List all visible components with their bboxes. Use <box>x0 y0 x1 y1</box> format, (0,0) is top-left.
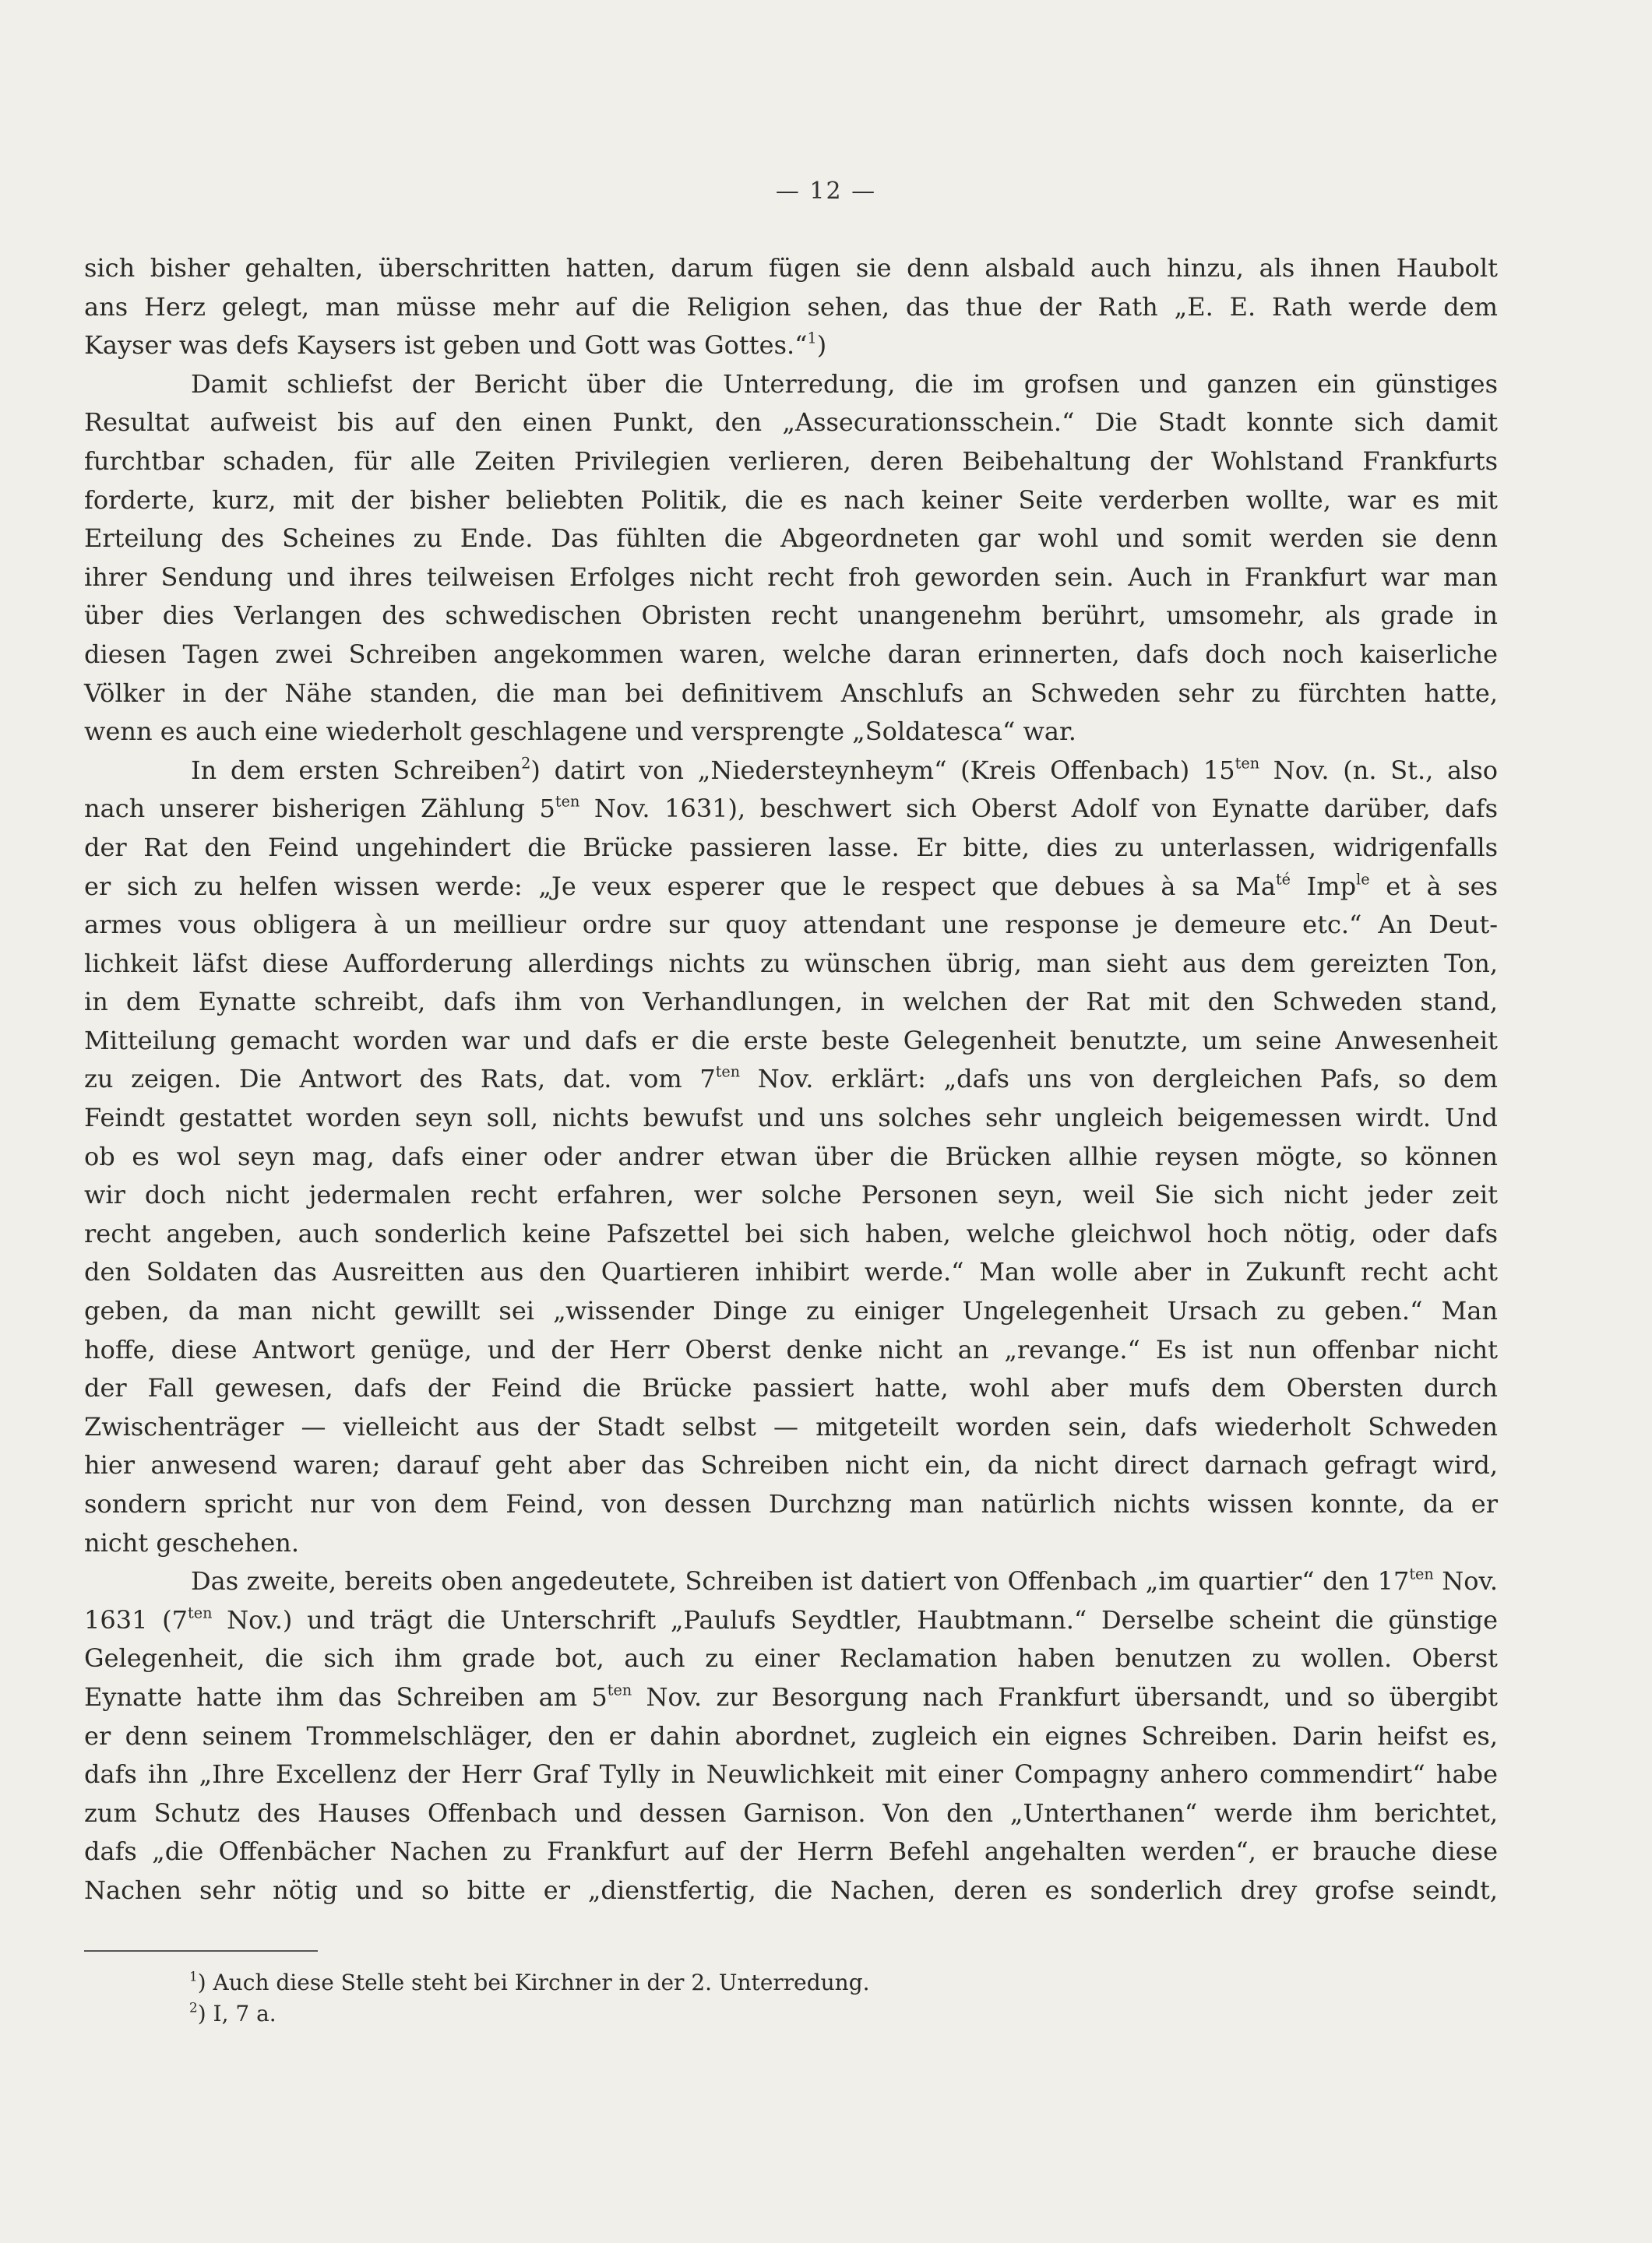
text-line: dafs ihn „Ihre Excellenz der Herr Graf Tylly in Neuwlichkeit mit einer Compagny anhero commendirt“ habe <box>84 1759 1498 1790</box>
body-text <box>84 249 1498 1910</box>
text-line: forderte, kurz, mit der bisher beliebten Politik, die es nach keiner Seite verderben wollte, war es mit <box>84 484 1498 515</box>
text-line: furchtbar schaden, für alle Zeiten Privilegien verlieren, deren Beibehaltung der Wohlstand Frankfurts <box>84 445 1498 476</box>
text-line: Nachen sehr nötig und so bitte er „dienstfertig, die Nachen, deren es sonderlich drey grofse seindt, <box>84 1875 1498 1905</box>
text-line: ob es wol seyn mag, dafs einer oder andrer etwan über die Brücken allhie reysen mögte, so können <box>84 1141 1498 1171</box>
text-line: ihrer Sendung und ihres teilweisen Erfolges nicht recht froh geworden sein. Auch in Frankfurt war man <box>84 562 1498 592</box>
text-line: Erteilung des Scheines zu Ende. Das fühlten die Abgeordneten gar wohl und somit werden sie denn <box>84 523 1498 554</box>
text-line: Zwischenträger — vielleicht aus der Stadt selbst — mitgeteilt worden sein, dafs wiederholt Schweden <box>84 1411 1498 1442</box>
text-line: Völker in der Nähe standen, die man bei definitivem Anschlufs an Schweden sehr zu fürchten hatte, <box>84 678 1498 708</box>
text-line: wenn es auch eine wiederholt geschlagene und versprengte „Soldatesca“ war. <box>84 717 1076 747</box>
text-line: Eynatte hatte ihm das Schreiben am $5^{ten}$ Nov. zur Besorgung nach Frankfurt übersandt, und so übergibt <box>84 1681 1499 1712</box>
text-line: Resultat aufweist bis auf den einen Punkt, den „Assecurationsschein.“ Die Stadt konnte sich damit <box>84 407 1498 438</box>
text-line: Kayser was defs Kaysers ist geben und Gott was Gottes.“$^1$) <box>84 329 827 361</box>
text-line: lichkeit läfst diese Aufforderung allerdings nichts zu wünschen übrig, man sieht aus dem gereizten Ton, <box>84 948 1498 978</box>
text-line: geben, da man nicht gewillt sei „wissender Dinge zu einiger Ungelegenheit Ursach zu geben.“ Man <box>84 1296 1498 1326</box>
text-line: diesen Tagen zwei Schreiben angekommen waren, welche daran erinnerten, dafs doch noch kaiserliche <box>84 639 1498 669</box>
text-line: ans Herz gelegt, man müsse mehr auf die Religion sehen, das thue der Rath „E. E. Rath werde dem <box>84 291 1498 322</box>
text-line: Gelegenheit, die sich ihm grade bot, auch zu einer Reclamation haben benutzen zu wollen. Oberst <box>84 1643 1498 1674</box>
footnote-ref: 1 <box>807 329 817 347</box>
footnote: $^1$) Auch diese Stelle steht bei Kirchner in der 2. Unterredung. <box>189 1968 870 1995</box>
text-line: armes vous obligera à un meillieur ordre sur quoy attendant une response je demeure etc.“ An Deut- <box>84 910 1498 940</box>
text-line: zum Schutz des Hauses Offenbach und dessen Garnison. Von den „Unterthanen“ werde ihm berichtet, <box>84 1798 1498 1828</box>
text-line: er sich zu helfen wissen werde: „Je veux esperer que le respect que debues à sa $Ma^{té}$ Imp$^{le}$ et à ses <box>84 870 1499 901</box>
text-line: Mitteilung gemacht worden war und dafs er die erste beste Gelegenheit benutzte, um seine Anwesenheit <box>84 1025 1498 1055</box>
text-line: zu zeigen. Die Antwort des Rats, dat. vom $7^{ten}$ Nov. erklärt: „dafs uns von dergleichen Pafs, so dem <box>84 1063 1499 1094</box>
text-line: er denn seinem Trommelschläger, den er dahin abordnet, zugleich ein eignes Schreiben. Darin heifst es, <box>84 1720 1498 1751</box>
text-line: nicht geschehen. <box>84 1527 300 1558</box>
text-line: hoffe, diese Antwort genüge, und der Herr Oberst denke nicht an „revange.“ Es ist nun offenbar nicht <box>84 1334 1498 1364</box>
text-line: Feindt gestattet worden seyn soll, nichts bewufst und uns solches sehr ungleich beigemessen wirdt. Und <box>84 1103 1498 1133</box>
text-line: sich bisher gehalten, überschritten hatten, darum fügen sie denn alsbald auch hinzu, als ihnen Haubolt <box>84 253 1498 283</box>
footnote-ref: 2 <box>521 754 531 773</box>
footnote: $^2$) I, 7 a. <box>189 1999 277 2026</box>
text-line: In dem ersten Schreiben$^2$) datirt von „Niedersteynheym“ (Kreis Offenbach) $15^{ten}$ Nov. (n. St., also <box>191 754 1499 785</box>
footnote-divider <box>84 1950 318 1952</box>
text-line: der Fall gewesen, dafs der Feind die Brücke passiert hatte, wohl aber mufs dem Obersten durch <box>84 1373 1498 1403</box>
footnotes <box>189 1967 870 2030</box>
text-line: sondern spricht nur von dem Feind, von dessen Durchzng man natürlich nichts wissen konnte, da er <box>84 1489 1498 1519</box>
text-line: dafs „die Offenbächer Nachen zu Frankfurt auf der Herrn Befehl angehalten werden“, er brauche diese <box>84 1836 1498 1867</box>
text-line: nach unserer bisherigen Zählung $5^{ten}$ Nov. 1631), beschwert sich Oberst Adolf von Eynatte darüber, dafs <box>84 792 1498 824</box>
text-line: 1631 ($7^{ten}$ Nov.) und trägt die Unterschrift „Paulufs Seydtler, Haubtmann.“ Derselbe scheint die günstige <box>84 1604 1499 1635</box>
footnote-mark: 2 <box>189 1999 198 2016</box>
text-line: Damit schliefst der Bericht über die Unterredung, die im grofsen und ganzen ein günstiges <box>191 368 1498 399</box>
text-line: den Soldaten das Ausreitten aus den Quartieren inhibirt werde.“ Man wolle aber in Zukunft recht acht <box>84 1257 1498 1287</box>
text-line: der Rat den Feind ungehindert die Brücke passieren lasse. Er bitte, dies zu unterlassen, widrigenfalls <box>84 832 1498 862</box>
text-line: wir doch nicht jedermalen recht erfahren, wer solche Personen seyn, weil Sie sich nicht jeder zeit <box>84 1180 1498 1210</box>
text-line: recht angeben, auch sonderlich keine Pafszettel bei sich haben, welche gleichwol hoch nötig, oder dafs <box>84 1218 1498 1248</box>
text-line: über dies Verlangen des schwedischen Obristen recht unangenehm berührt, umsomehr, als grade in <box>84 600 1498 631</box>
text-line: in dem Eynatte schreibt, dafs ihm von Verhandlungen, in welchen der Rat mit den Schweden stand, <box>84 987 1498 1017</box>
page-number: — 12 — <box>775 178 877 205</box>
footnote-mark: 1 <box>189 1968 198 1984</box>
text-line: hier anwesend waren; darauf geht aber das Schreiben nicht ein, da nicht direct darnach gefragt wird, <box>84 1450 1498 1481</box>
text-line: Das zweite, bereits oben angedeutete, Schreiben ist datiert von Offenbach „im quartier“ den $17^{ten}$ Nov. <box>191 1565 1499 1597</box>
